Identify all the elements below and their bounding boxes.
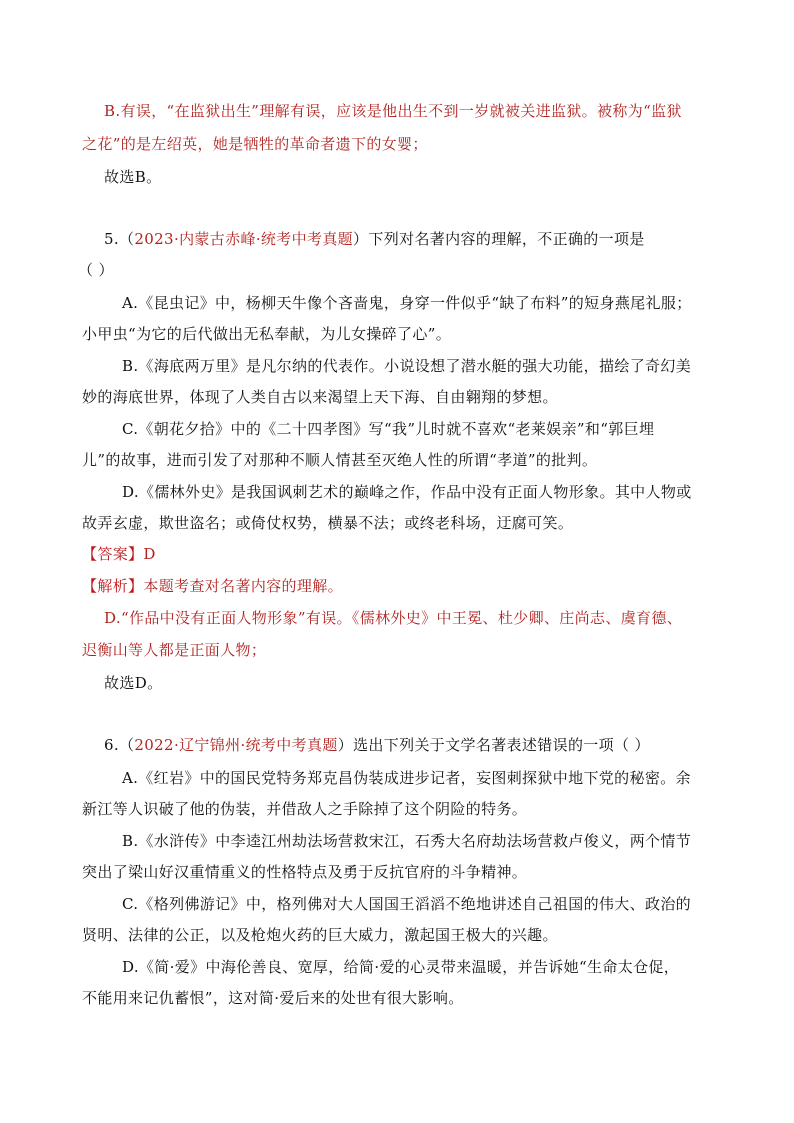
prev-explanation-b-line1: B.有误，“在监狱出生”理解有误，应该是他出生不到一岁就被关进监狱。被称为“监狱 xyxy=(104,102,682,120)
prev-conclusion: 故选B。 xyxy=(104,168,162,186)
q5-answer-label: 【答案】 xyxy=(82,545,144,563)
q6-number: 6.（ xyxy=(104,736,135,754)
q5-option-b-line2: 妙的海底世界，体现了人类自古以来渴望上天下海、自由翱翔的梦想。 xyxy=(82,388,558,406)
q6-option-c-line1: C.《格列佛游记》中，格列佛对大人国国王滔滔不绝地讲述自己祖国的伟大、政治的 xyxy=(122,895,692,913)
q6-option-c-line2: 贤明、法律的公正，以及枪炮火药的巨大威力，激起国王极大的兴趣。 xyxy=(82,926,558,944)
q6-option-d-line2: 不能用来记仇蓄恨”，这对简·爱后来的处世有很大影响。 xyxy=(82,989,464,1007)
q6-header xyxy=(104,734,650,756)
q5-source: 2023·内蒙古赤峰·统考中考真题 xyxy=(134,230,354,248)
q5-answer-value: D xyxy=(143,545,156,563)
q5-explanation-line2: 迟衡山等人都是正面人物； xyxy=(82,641,267,659)
q5-stem: 下列对名著内容的理解，不正确的一项是 xyxy=(368,230,645,248)
q5-option-d-line1: D.《儒林外史》是我国讽刺艺术的巅峰之作，作品中没有正面人物形象。其中人物或 xyxy=(122,483,692,501)
q5-analysis xyxy=(82,575,343,597)
q6-option-d-line1: D.《简·爱》中海伦善良、宽厚，给简·爱的心灵带来温暖，并告诉她“生命太仓促， xyxy=(122,958,680,976)
q6-option-a-line2: 新江等人识破了他的伪装，并借敌人之手除掉了这个阴险的特务。 xyxy=(82,800,528,818)
q5-source-close: ） xyxy=(353,230,369,248)
q5-option-a-line1: A.《昆虫记》中，杨柳天牛像个吝啬鬼，身穿一件似乎“缺了布料”的短身燕尾礼服； xyxy=(122,294,692,312)
q5-conclusion: 故选D。 xyxy=(104,674,163,692)
q5-option-b-line1: B.《海底两万里》是凡尔纳的代表作。小说设想了潜水艇的强大功能，描绘了奇幻美 xyxy=(122,357,692,375)
q6-source-close: ） xyxy=(337,736,354,754)
q6-option-a-line1: A.《红岩》中的国民党特务郑克昌伪装成进步记者，妄图刺探狱中地下党的秘密。余 xyxy=(122,769,691,787)
prev-explanation-b-line2: 之花”的是左绍英，她是牺牲的革命者遗下的女婴； xyxy=(82,135,428,153)
q5-number: 5.（ xyxy=(104,230,135,248)
q5-analysis-text: 本题考查对名著内容的理解。 xyxy=(143,577,343,595)
q6-option-b-line2: 突出了梁山好汉重情重义的性格特点及勇于反抗官府的斗争精神。 xyxy=(82,863,528,881)
q5-option-a-line2: 小甲虫“为它的后代做出无私奉献，为儿女操碎了心”。 xyxy=(82,325,452,343)
q5-option-c-line1: C.《朝花夕拾》中的《二十四孝图》写“我”儿时就不喜欢“老莱娱亲”和“郭巨埋 xyxy=(122,420,655,438)
q5-header xyxy=(104,228,645,250)
q5-option-c-line2: 儿”的故事，进而引发了对那种不顺人情甚至灭绝人性的所谓“孝道”的批判。 xyxy=(82,451,598,469)
q5-answer-blank: （ ） xyxy=(78,261,114,279)
q5-answer xyxy=(82,543,156,565)
q6-source: 2022·辽宁锦州·统考中考真题 xyxy=(134,736,338,754)
q5-analysis-label: 【解析】 xyxy=(82,577,144,595)
q5-explanation-line1: D.“作品中没有正面人物形象”有误。《儒林外史》中王冕、杜少卿、庄尚志、虞育德、 xyxy=(104,609,683,627)
q6-stem: 选出下列关于文学名著表述错误的一项（ ） xyxy=(353,736,650,754)
q6-option-b-line1: B.《水浒传》中李逵江州劫法场营救宋江，石秀大名府劫法场营救卢俊义，两个情节 xyxy=(122,832,692,850)
q5-option-d-line2: 故弄玄虚，欺世盗名；或倚仗权势，横暴不法；或终老科场，迂腐可笑。 xyxy=(82,514,574,532)
